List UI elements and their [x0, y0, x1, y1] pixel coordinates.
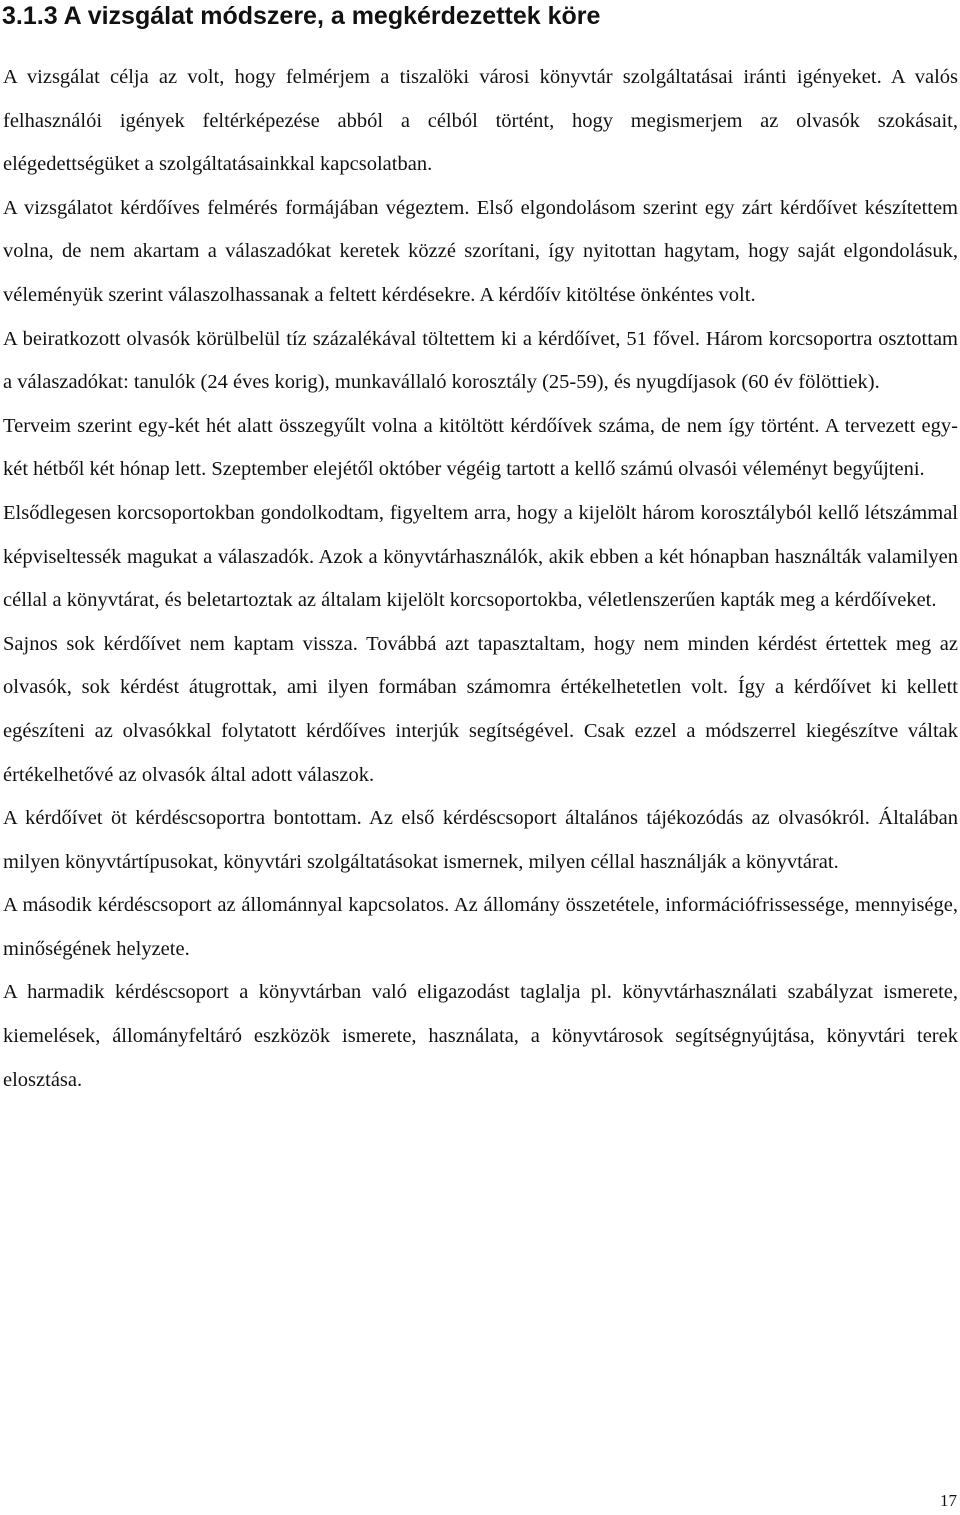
- section-heading: 3.1.3 A vizsgálat módszere, a megkérdezettek köre: [2, 2, 601, 30]
- paragraph-purpose: A vizsgálat célja az volt, hogy felmérjem a tiszalöki városi könyvtár szolgáltatásai iránti igényeket. A valós felhasználói igények feltérképezése abból a célból történt, hogy megismerjem az olvasók szokásait, elégedettségüket a szolgáltatásainkkal kapcsolatban.: [3, 66, 958, 176]
- paragraph-respondents: A beiratkozott olvasók körülbelül tíz százalékával töltettem ki a kérdőívet, 51 fővel. Három korcsoportra osztottam a válaszadókat: tanulók (24 éves korig), munkavállaló korosztály (25-59), és nyugdíjasok (60 év fölöttiek).: [3, 327, 958, 394]
- document-body: [3, 56, 958, 1102]
- paragraph-timeline: Terveim szerint egy-két hét alatt összegyűlt volna a kitöltött kérdőívek száma, de nem így történt. A tervezett egy-két hétből két hónap lett. Szeptember elejétől október végéig tartott a kellő számú olvasói véleményt begyűjteni.: [3, 414, 958, 481]
- paragraph-interviews: Sajnos sok kérdőívet nem kaptam vissza. Továbbá azt tapasztaltam, hogy nem minden kérdést értettek meg az olvasók, sok kérdést átugrottak, ami ilyen formában számomra értékelhetetlen volt. Így a kérdőívet ki kellett egészíteni az olvasókkal folytatott kérdőíves interjúk segítségével. Csak ezzel a módszerrel kiegészítve váltak értékelhetővé az olvasók által adott válaszok.: [3, 632, 958, 786]
- paragraph-third-group: A harmadik kérdéscsoport a könyvtárban való eligazodást taglalja pl. könyvtárhasználati szabályzat ismerete, kiemelések, állományfeltáró eszközök ismerete, használata, a könyvtárosok segítségnyújtása, könyvtári terek elosztása.: [3, 981, 958, 1091]
- page-number: 17: [940, 1491, 957, 1510]
- paragraph-method: A vizsgálatot kérdőíves felmérés formájában végeztem. Első elgondolásom szerint egy zárt kérdőívet készítettem volna, de nem akartam a válaszadókat keretek közzé szorítani, így nyitottan hagytam, hogy saját elgondolásuk, véleményük szerint válaszolhassanak a feltett kérdésekre. A kérdőív kitöltése önkéntes volt.: [3, 196, 958, 306]
- paragraph-question-groups: A kérdőívet öt kérdéscsoportra bontottam. Az első kérdéscsoport általános tájékozódás az olvasókról. Általában milyen könyvtártípusokat, könyvtári szolgáltatásokat ismernek, milyen céllal használják a könyvtárat.: [3, 807, 958, 873]
- paragraph-second-group: A második kérdéscsoport az állománnyal kapcsolatos. Az állomány összetétele, információfrissessége, mennyisége, minőségének helyzete.: [3, 894, 958, 960]
- paragraph-age-groups: Elsődlegesen korcsoportokban gondolkodtam, figyeltem arra, hogy a kijelölt három korosztályból kellő létszámmal képviseltessék magukat a válaszadók. Azok a könyvtárhasználók, akik ebben a két hónapban használták valamilyen céllal a könyvtárat, és beletartoztak az általam kijelölt korcsoportokba, véletlenszerűen kapták meg a kérdőíveket.: [3, 501, 958, 612]
